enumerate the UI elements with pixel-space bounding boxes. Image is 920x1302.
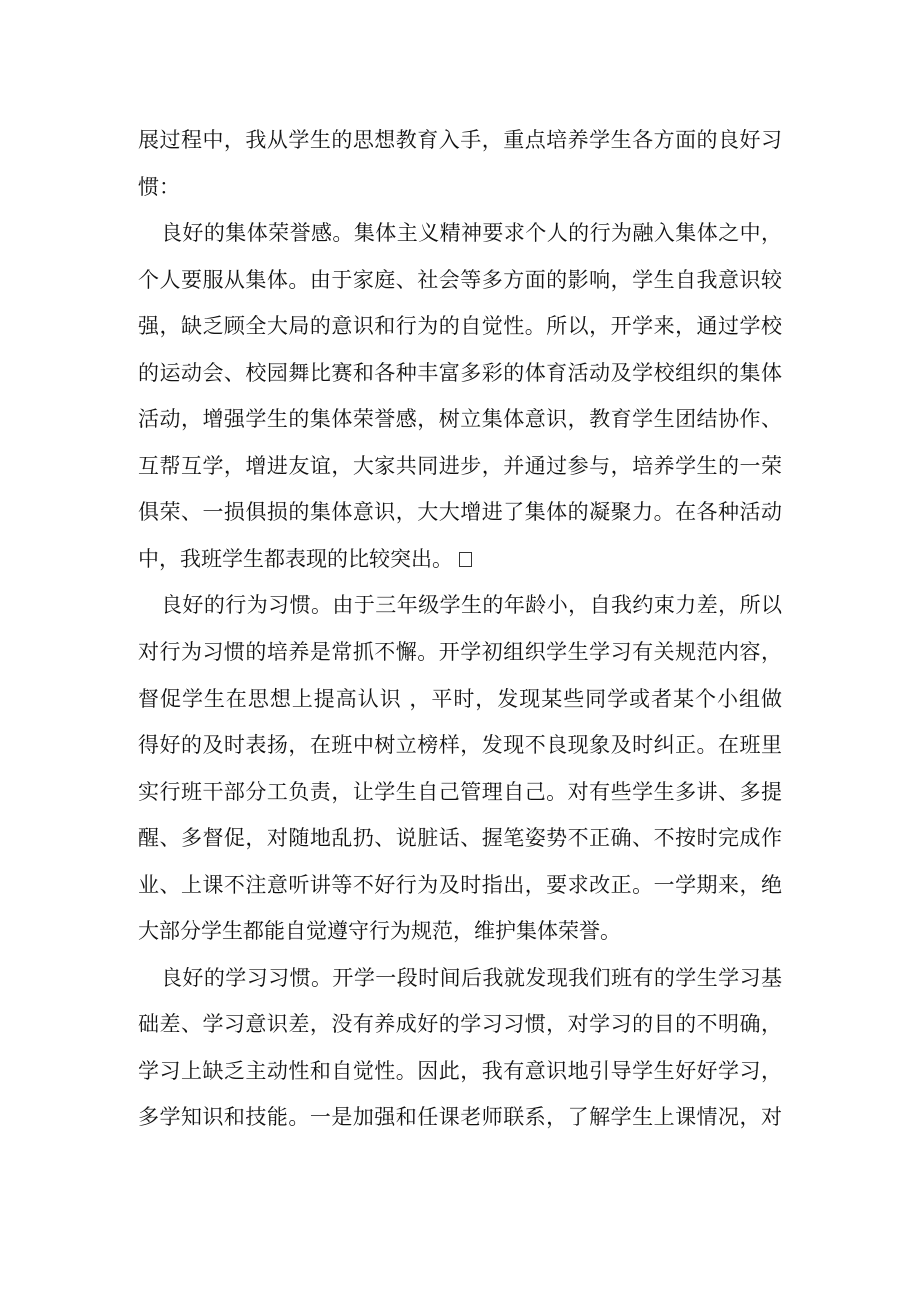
text-line: 学习上缺乏主动性和自觉性。因此，我有意识地引导学生好好学习， [138, 1058, 782, 1083]
text-line-with-box [138, 536, 782, 583]
text-line: 俱荣、一损俱损的集体意识，大大增进了集体的凝聚力。在各种活动 [138, 500, 782, 525]
paragraph-start-line: 良好的学习习惯。开学一段时间后我就发现我们班有的学生学习基 [161, 965, 782, 990]
text-line: 个人要服从集体。由于家庭、社会等多方面的影响，学生自我意识较 [138, 267, 782, 292]
text-line: 惯： [138, 174, 180, 199]
missing-glyph-box-icon [459, 552, 472, 567]
text-line: 活动，增强学生的集体荣誉感，树立集体意识，教育学生团结协作、 [138, 407, 782, 432]
text-line: 互帮互学，增进友谊，大家共同进步，并通过参与，培养学生的一荣 [138, 453, 782, 478]
text-line: 实行班干部分工负责，让学生自己管理自己。对有些学生多讲、多提 [138, 779, 782, 804]
text-line: 强，缺乏顾全大局的意识和行为的自觉性。所以，开学来，通过学校 [138, 314, 782, 339]
text-line: 的运动会、校园舞比赛和各种丰富多彩的体育活动及学校组织的集体 [138, 360, 782, 385]
paragraph-start-line: 良好的行为习惯。由于三年级学生的年龄小，自我约束力差，所以 [161, 593, 782, 618]
text-line: 中，我班学生都表现的比较突出。 [138, 546, 453, 571]
paragraph-start-line: 良好的集体荣誉感。集体主义精神要求个人的行为融入集体之中， [161, 221, 782, 246]
text-line: 醒、多督促，对随地乱扔、说脏话、握笔姿势不正确、不按时完成作 [138, 826, 782, 851]
text-line: 对行为习惯的培养是常抓不懈。开学初组织学生学习有关规范内容， [138, 640, 782, 665]
body-text [138, 117, 782, 1141]
text-line: 大部分学生都能自觉遵守行为规范，维护集体荣誉。 [138, 919, 621, 944]
text-line: 多学知识和技能。一是加强和任课老师联系，了解学生上课情况，对 [138, 1105, 782, 1130]
text-line: 础差、学习意识差，没有养成好的学习习惯，对学习的目的不明确， [138, 1012, 782, 1037]
text-line: 得好的及时表扬，在班中树立榜样，发现不良现象及时纠正。在班里 [138, 733, 782, 758]
text-line: 展过程中，我从学生的思想教育入手，重点培养学生各方面的良好习 [138, 128, 782, 152]
text-line: 督促学生在思想上提高认识 ，平时，发现某些同学或者某个小组做 [138, 686, 782, 711]
text-line: 业、上课不注意听讲等不好行为及时指出，要求改正。一学期来，绝 [138, 872, 782, 897]
